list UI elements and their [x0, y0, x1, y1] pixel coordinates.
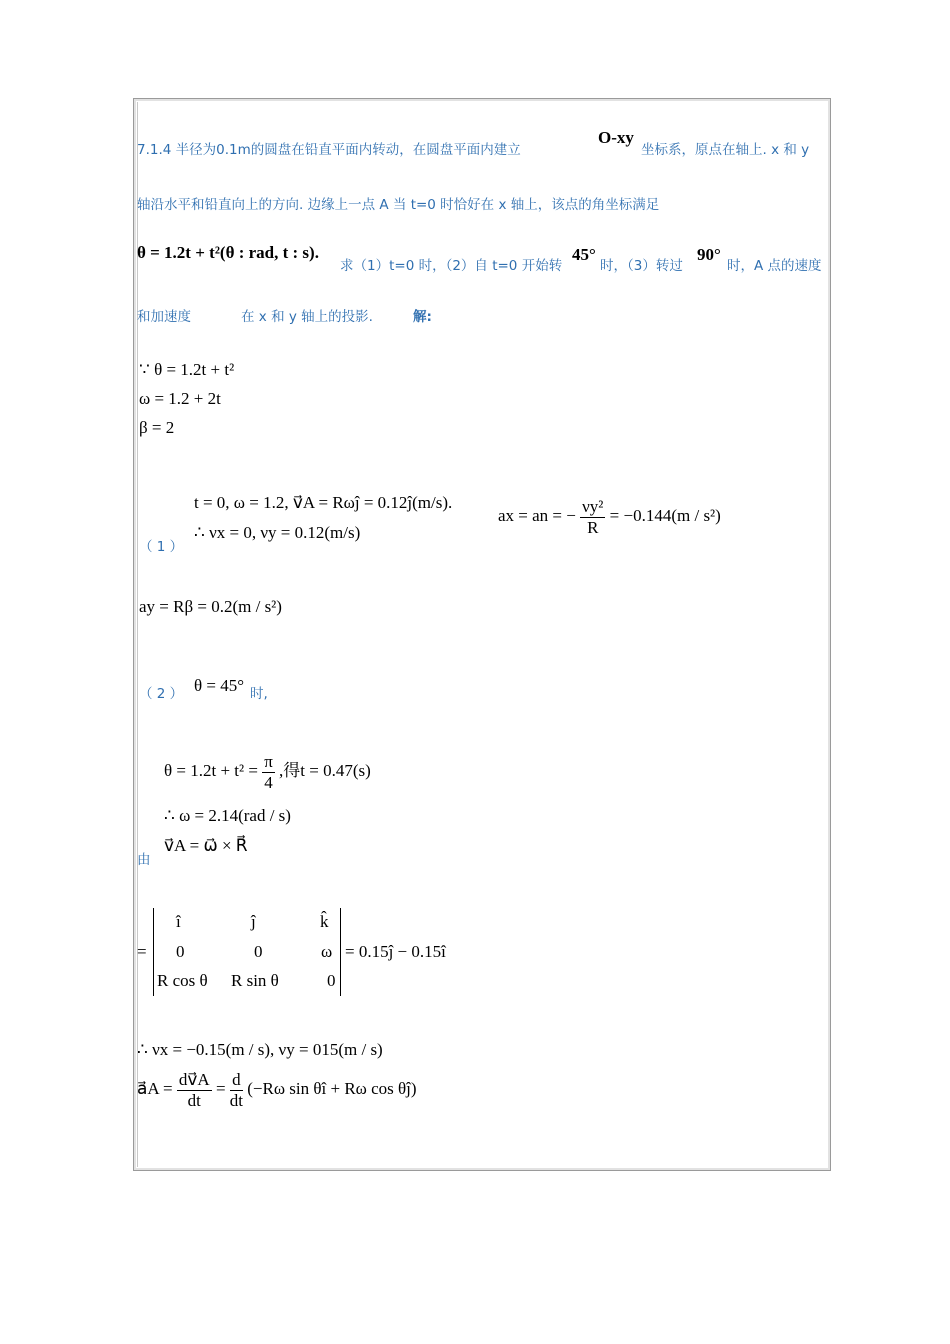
p2-eq1-den: 4 [264, 772, 273, 792]
p2-cond-suffix: 时, [250, 686, 268, 702]
p1-ax-den: R [587, 517, 599, 537]
p2-eq5-den2: dt [229, 1090, 244, 1110]
p2-eq1 [164, 752, 371, 792]
det-r2c2: 0 [254, 942, 263, 961]
p1-ax-fraction [580, 497, 605, 537]
problem-line3-c: 时，A 点的速度 [727, 258, 822, 274]
det-r3c1: R cos θ [157, 971, 208, 990]
det-r1c1: î [176, 912, 181, 931]
det-r3c3: 0 [327, 971, 336, 990]
problem-line3-b: 时，（3）转过 [600, 258, 683, 274]
part2-label: （ 2 ） [139, 686, 184, 702]
p2-eq1-rhs: ,得t = 0.47(s) [279, 760, 371, 780]
p2-eq5-mid: = [215, 1078, 226, 1098]
det-r2c1: 0 [176, 942, 185, 961]
solution-label: 解: [413, 309, 432, 325]
problem-line4-b: 在 x 和 y 轴上的投影. [241, 309, 373, 325]
p2-eq5-rhs: (−Rω sin θî + Rω cos θĵ) [247, 1078, 417, 1098]
p2-eq1-lhs: θ = 1.2t + t² = [164, 760, 258, 780]
p2-eq5-den1: dt [187, 1090, 201, 1110]
p2-cond: θ = 45° [194, 676, 245, 695]
det-equals: = [137, 942, 147, 961]
p1-ay: ay = Rβ = 0.2(m / s²) [139, 597, 282, 616]
p1-ax-rhs: = −0.144(m / s²) [609, 505, 721, 525]
p1-ax-equation [498, 497, 721, 537]
det-result: = 0.15ĵ − 0.15î [345, 942, 446, 961]
p1-eq1: t = 0, ω = 1.2, v⃗A = Rωĵ = 0.12ĵ(m/s). [194, 493, 453, 512]
p1-ax-num: νy² [582, 497, 604, 516]
part1-label: （ 1 ） [139, 539, 184, 555]
angle-formula: θ = 1.2t + t²(θ : rad, t : s). [137, 243, 319, 262]
problem-line1-b: 坐标系，原点在轴上. x 和 y [641, 142, 810, 158]
eq-omega: ω = 1.2 + 2t [139, 389, 221, 408]
p2-eq5-num1: dv⃗A [178, 1070, 210, 1089]
angle-90: 90° [697, 245, 721, 264]
problem-line-2: 轴沿水平和铅直向上的方向. 边缘上一点 A 当 t=0 时恰好在 x 轴上，该点的角坐标满足 [137, 197, 660, 213]
problem-line3-a: 求（1）t=0 时，（2）自 t=0 开始转 [340, 258, 563, 274]
problem-line-1 [137, 138, 521, 158]
det-left-bar [153, 908, 154, 996]
p2-eq5-fraction1 [177, 1070, 212, 1110]
p2-eq5-lhs: a⃗A = [137, 1078, 173, 1098]
det-r1c3: k̂ [320, 912, 329, 931]
p2-eq1-fraction [262, 752, 275, 792]
you-label: 由 [137, 852, 151, 868]
p2-eq1-num: π [264, 752, 273, 771]
p2-eq5-num2: d [230, 1070, 243, 1091]
problem-line1-a: 7.1.4 半径为0.1m的圆盘在铅直平面内转动，在圆盘平面内建立 [137, 142, 521, 158]
p2-eq3: v⃗A = ω⃗ × R⃗ [164, 836, 248, 855]
coord-system-label: O-xy [598, 128, 634, 147]
eq-beta: β = 2 [139, 418, 175, 437]
det-r1c2: ĵ [251, 912, 256, 931]
det-r3c2: R sin θ [231, 971, 279, 990]
p2-eq4: ∴ νx = −0.15(m / s), νy = 015(m / s) [137, 1040, 383, 1059]
det-right-bar [340, 908, 341, 996]
p2-eq5 [137, 1070, 417, 1110]
p2-eq5-fraction2 [230, 1070, 243, 1110]
angle-45: 45° [572, 245, 596, 264]
p1-ax-lhs: ax = an = − [498, 505, 576, 525]
p1-eq2: ∴ νx = 0, νy = 0.12(m/s) [194, 523, 361, 542]
p2-eq2: ∴ ω = 2.14(rad / s) [164, 806, 291, 825]
problem-line4-a: 和加速度 [137, 309, 191, 325]
eq-theta: ∵ θ = 1.2t + t² [139, 360, 235, 379]
det-r2c3: ω [321, 942, 333, 961]
